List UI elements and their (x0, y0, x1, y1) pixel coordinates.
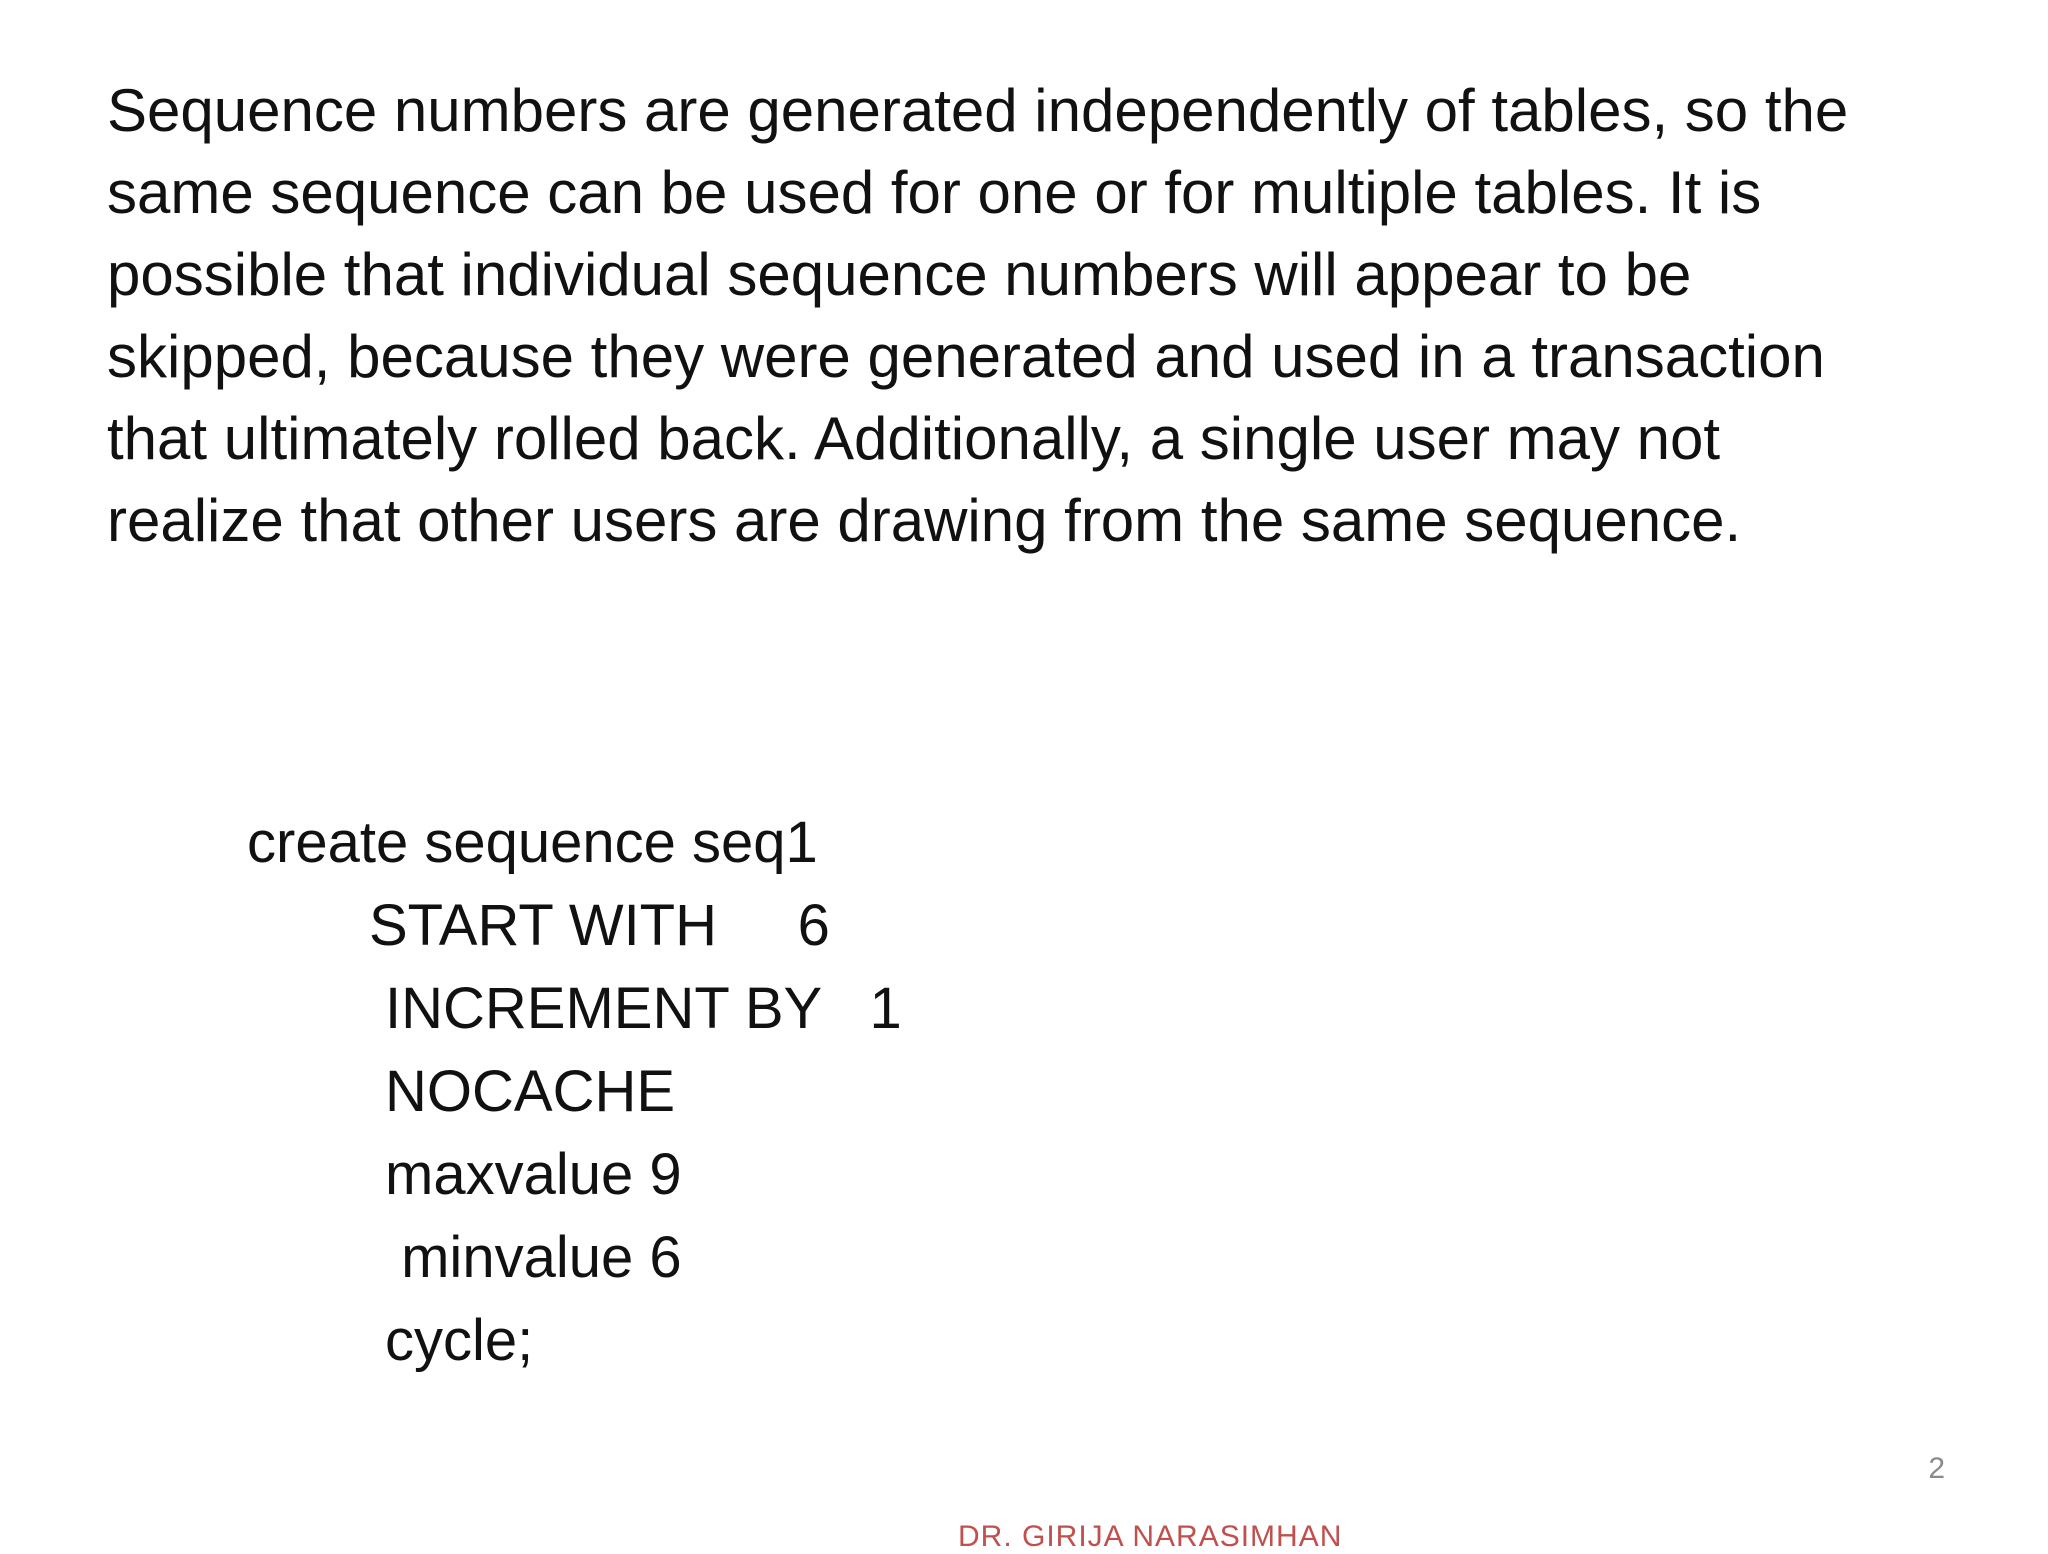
paragraph-line-3: possible that individual sequence numbers will appear to be (107, 241, 1692, 308)
page-number: 2 (1928, 1452, 1945, 1485)
body-paragraph (107, 70, 1987, 562)
paragraph-line-6: realize that other users are drawing from the same sequence. (107, 487, 1742, 554)
paragraph-line-5: that ultimately rolled back. Additionally, a single user may not (107, 405, 1721, 472)
paragraph-line-2: same sequence can be used for one or for multiple tables. It is (107, 159, 1762, 226)
code-line-maxvalue: maxvalue 9 (385, 1142, 682, 1207)
code-line-increment-by: INCREMENT BY 1 (385, 976, 902, 1041)
footer-author: DR. GIRIJA NARASIMHAN (958, 1520, 1343, 1553)
code-line-create-sequence: create sequence seq1 (247, 810, 818, 875)
paragraph-line-4: skipped, because they were generated and used in a transaction (107, 323, 1825, 390)
paragraph-line-1: Sequence numbers are generated independently of tables, so the (107, 77, 1849, 144)
code-line-cycle: cycle; (385, 1308, 534, 1373)
code-line-minvalue: minvalue 6 (385, 1225, 682, 1290)
code-line-start-with: START WITH 6 (369, 893, 830, 958)
code-line-nocache: NOCACHE (385, 1059, 676, 1124)
